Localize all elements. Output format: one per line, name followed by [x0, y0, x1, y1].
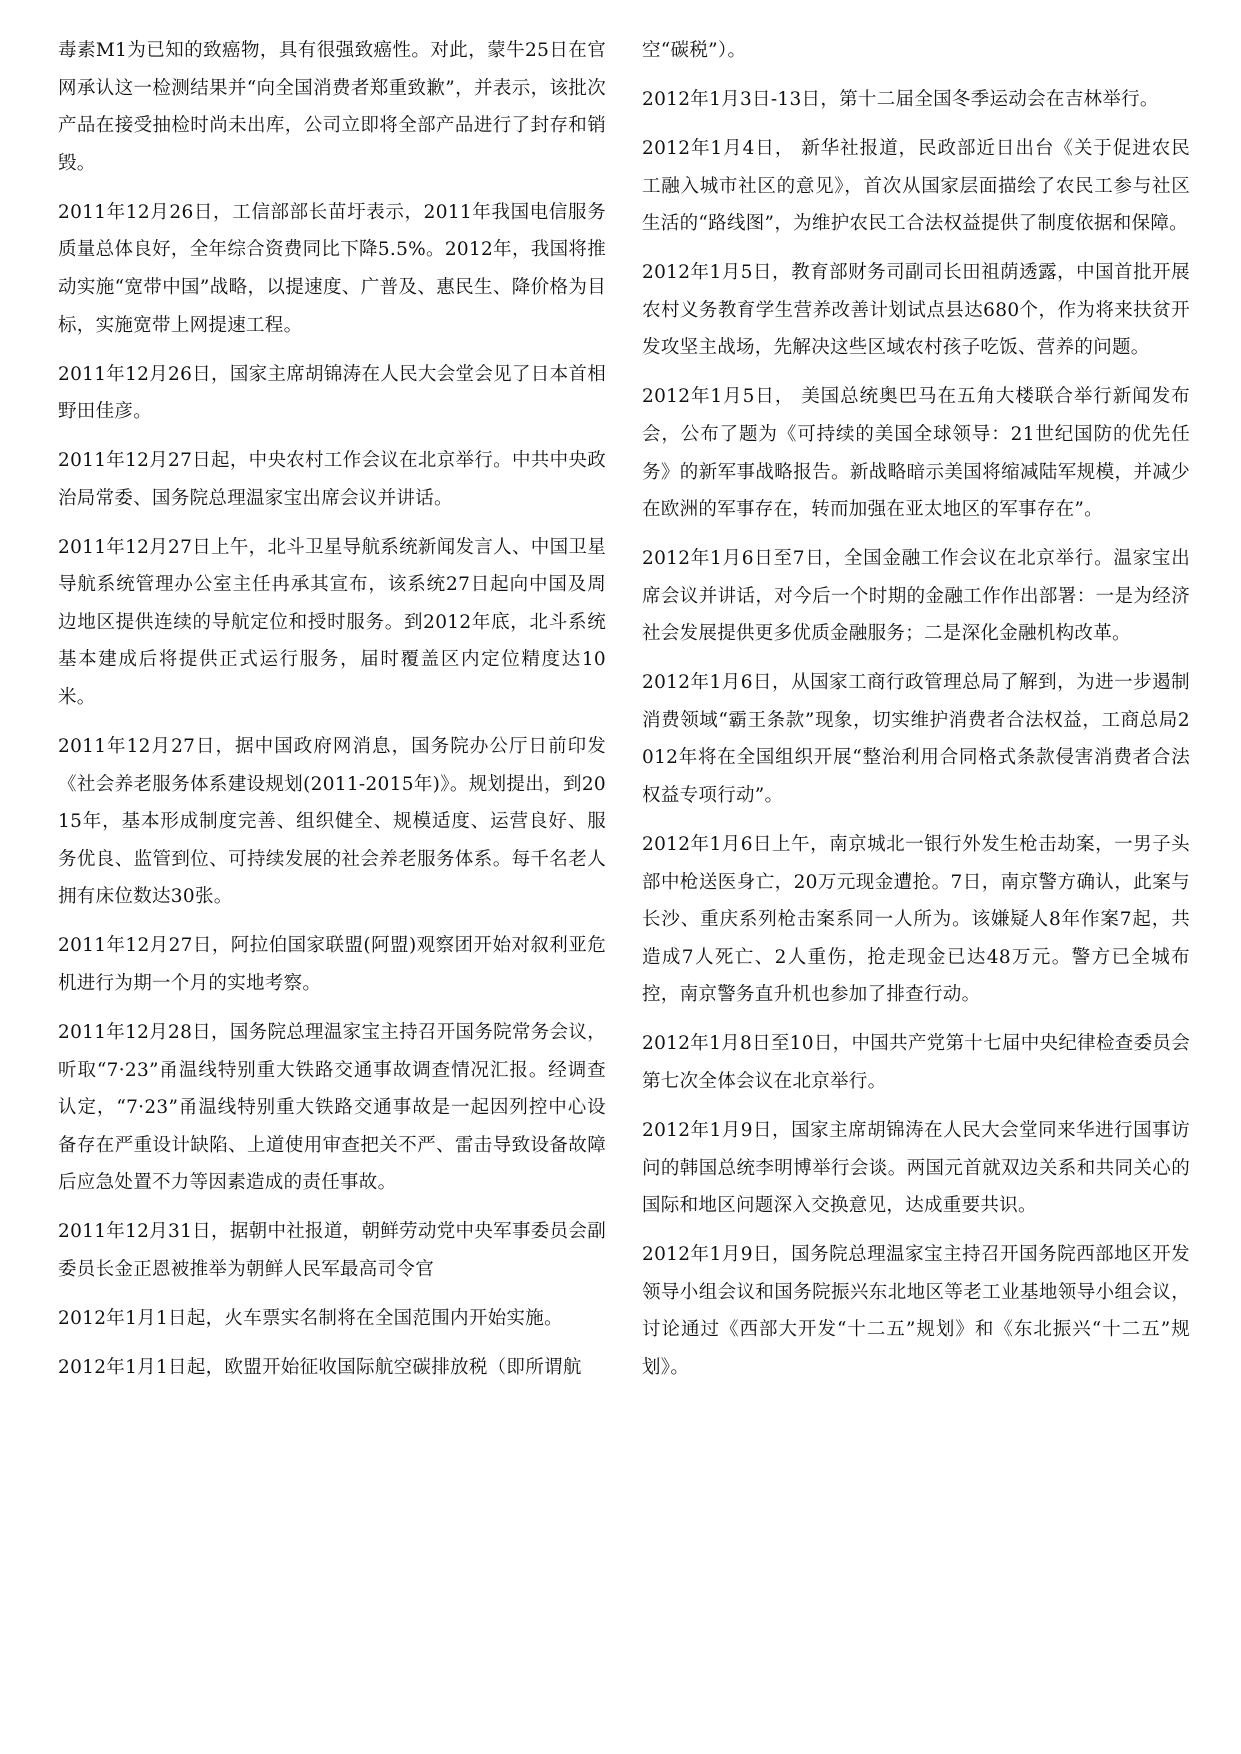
paragraph: 2012年1月3日-13日，第十二届全国冬季运动会在吉林举行。 — [642, 88, 1159, 110]
paragraph: 2011年12月26日，工信部部长苗圩表示，2011年我国电信服务质量总体良好，全年综合资费同比下降5.5%。2012年，我国将推动实施“宽带中国”战略，以提速度、广普及、惠民生、降价格为目标，实施宽带上网提速工程。 — [58, 201, 606, 336]
paragraph: 2011年12月27日起，中央农村工作会议在北京举行。中共中央政治局常委、国务院总理温家宝出席会议并讲话。 — [58, 450, 606, 509]
paragraph: 2012年1月5日，教育部财务司副司长田祖荫透露，中国首批开展农村义务教育学生营养改善计划试点县达680个，作为将来扶贫开发攻坚主战场，先解决这些区域农村孩子吃饭、营养的问题。 — [642, 262, 1190, 359]
paragraph: 2012年1月1日起，欧盟开始征收国际航空碳排放税（即所谓航 — [58, 1356, 582, 1378]
paragraph: 2012年1月9日，国家主席胡锦涛在人民大会堂同来华进行国事访问的韩国总统李明博举行会谈。两国元首就双边关系和共同关心的国际和地区问题深入交换意见，达成重要共识。 — [642, 1119, 1190, 1217]
paragraph: 2012年1月9日，国务院总理温家宝主持召开国务院西部地区开发领导小组会议和国务院振兴东北地区等老工业基地领导小组会议，讨论通过《西部大开发“十二五”规划》和《东北振兴“十二五”规划》。 — [642, 1244, 1190, 1378]
paragraph: 2012年1月4日， 新华社报道，民政部近日出台《关于促进农民工融入城市社区的意见》，首次从国家层面描绘了农民工参与社区生活的“路线图”，为维护农民工合法权益提供了制度依据和保障。 — [642, 137, 1190, 235]
paragraph: 2012年1月5日， 美国总统奥巴马在五角大楼联合举行新闻发布会，公布了题为《可持续的美国全球领导：21世纪国防的优先任务》的新军事战略报告。新战略暗示美国将缩减陆军规模，并减少在欧洲的军事存在，转而加强在亚太地区的军事存在”。 — [642, 386, 1190, 521]
paragraph: 空“碳税”）。 — [642, 40, 747, 61]
paragraph: 2012年1月6日上午，南京城北一银行外发生枪击劫案，一男子头部中枪送医身亡，20万元现金遭抢。7日，南京警方确认，此案与长沙、重庆系列枪击案系同一人所为。该嫌疑人8年作案7起，共造成7人死亡、2人重伤，抢走现金已达48万元。警方已全城布控，南京警务直升机也参加了排查行动。 — [642, 834, 1190, 1006]
paragraph: 2011年12月27日上午，北斗卫星导航系统新闻发言人、中国卫星导航系统管理办公室主任冉承其宣布，该系统27日起向中国及周边地区提供连续的导航定位和授时服务。到2012年底，北斗系统基本建成后将提供正式运行服务，届时覆盖区内定位精度达10米。 — [58, 536, 606, 709]
paragraph: 2012年1月6日，从国家工商行政管理总局了解到，为进一步遏制消费领域“霸王条款”现象，切实维护消费者合法权益，工商总局2012年将在全国组织开展“整治利用合同格式条款侵害消费者合法权益专项行动”。 — [642, 672, 1190, 807]
paragraph: 2011年12月27日，阿拉伯国家联盟(阿盟)观察团开始对叙利亚危机进行为期一个月的实地考察。 — [58, 935, 606, 994]
paragraph: 2012年1月8日至10日，中国共产党第十七届中央纪律检查委员会第七次全体会议在北京举行。 — [642, 1033, 1190, 1092]
paragraph: 2011年12月26日，国家主席胡锦涛在人民大会堂会见了日本首相野田佳彦。 — [58, 363, 606, 423]
paragraph: 2011年12月31日，据朝中社报道，朝鲜劳动党中央军事委员会副委员长金正恩被推举为朝鲜人民军最高司令官 — [58, 1221, 606, 1280]
paragraph: 毒素M1为已知的致癌物，具有很强致癌性。对此，蒙牛25日在官网承认这一检测结果并“向全国消费者郑重致歉”，并表示，该批次产品在接受抽检时尚未出库，公司立即将全部产品进行了封存和销毁。 — [58, 40, 606, 174]
paragraph: 2012年1月6日至7日，全国金融工作会议在北京举行。温家宝出席会议并讲话，对今后一个时期的金融工作作出部署：一是为经济社会发展提供更多优质金融服务；二是深化金融机构改革。 — [642, 548, 1190, 645]
paragraph: 2011年12月28日，国务院总理温家宝主持召开国务院常务会议，听取“7·23”甬温线特别重大铁路交通事故调查情况汇报。经调查认定，“7·23”甬温线特别重大铁路交通事故是一起因列控中心设备存在严重设计缺陷、上道使用审查把关不严、雷击导致设备故障后应急处置不力等因素造成的责任事故。 — [58, 1021, 606, 1194]
paragraph: 2012年1月1日起，火车票实名制将在全国范围内开始实施。 — [58, 1307, 563, 1329]
paragraph: 2011年12月27日，据中国政府网消息，国务院办公厅日前印发《社会养老服务体系建设规划(2011-2015年)》。规划提出，到2015年，基本形成制度完善、组织健全、规模适度、运营良好、服务优良、监管到位、可持续发展的社会养老服务体系。每千名老人拥有床位数达30张。 — [58, 736, 606, 908]
right-column — [642, 32, 1190, 1398]
left-column — [58, 32, 606, 1398]
